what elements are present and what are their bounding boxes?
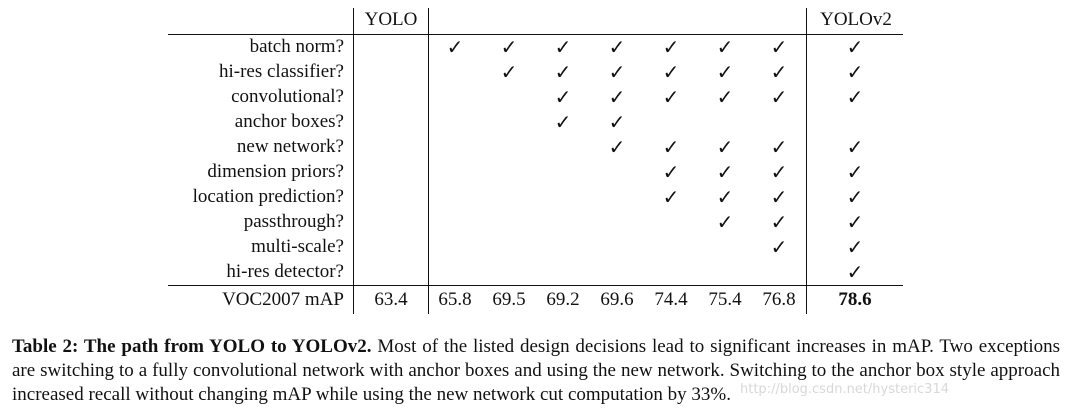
map-value: 69.2 <box>546 289 580 310</box>
check-mark-icon: ✓ <box>662 85 680 109</box>
row-label: location prediction? <box>192 186 344 207</box>
check-mark-icon: ✓ <box>662 35 680 59</box>
map-value: 65.8 <box>438 289 472 310</box>
check-mark-icon: ✓ <box>770 135 788 159</box>
map-value: 69.6 <box>600 289 634 310</box>
map-value: 63.4 <box>374 289 408 310</box>
rule-right-of-yolo <box>428 8 429 314</box>
check-mark-icon: ✓ <box>662 185 680 209</box>
check-mark-icon: ✓ <box>770 35 788 59</box>
check-mark-icon: ✓ <box>846 260 864 284</box>
row-label: hi-res classifier? <box>218 61 344 82</box>
check-mark-icon: ✓ <box>716 35 734 59</box>
map-value: 75.4 <box>708 289 742 310</box>
check-mark-icon: ✓ <box>608 35 626 59</box>
row-label: dimension priors? <box>207 161 344 182</box>
row-label: batch norm? <box>249 36 344 57</box>
map-row-label: VOC2007 mAP <box>222 289 344 310</box>
map-value: 76.8 <box>762 289 796 310</box>
check-mark-icon: ✓ <box>770 85 788 109</box>
check-mark-icon: ✓ <box>554 110 572 134</box>
check-mark-icon: ✓ <box>500 35 518 59</box>
check-mark-icon: ✓ <box>770 185 788 209</box>
check-mark-icon: ✓ <box>846 135 864 159</box>
check-mark-icon: ✓ <box>846 235 864 259</box>
rule-left-of-yolov2 <box>806 8 807 314</box>
row-label: hi-res detector? <box>226 261 344 282</box>
check-mark-icon: ✓ <box>446 35 464 59</box>
check-mark-icon: ✓ <box>846 35 864 59</box>
rule-above-map <box>168 285 903 286</box>
check-mark-icon: ✓ <box>770 160 788 184</box>
check-mark-icon: ✓ <box>554 60 572 84</box>
check-mark-icon: ✓ <box>554 85 572 109</box>
header-yolo: YOLO <box>364 9 418 30</box>
row-label: anchor boxes? <box>234 111 344 132</box>
watermark-text: http://blog.csdn.net/hysteric314 <box>740 382 950 397</box>
check-mark-icon: ✓ <box>716 185 734 209</box>
row-label: multi-scale? <box>251 236 344 257</box>
check-mark-icon: ✓ <box>662 60 680 84</box>
check-mark-icon: ✓ <box>770 60 788 84</box>
check-mark-icon: ✓ <box>608 110 626 134</box>
check-mark-icon: ✓ <box>608 135 626 159</box>
check-mark-icon: ✓ <box>716 160 734 184</box>
check-mark-icon: ✓ <box>500 60 518 84</box>
check-mark-icon: ✓ <box>770 235 788 259</box>
row-label: passthrough? <box>243 211 344 232</box>
check-mark-icon: ✓ <box>846 185 864 209</box>
check-mark-icon: ✓ <box>846 210 864 234</box>
check-mark-icon: ✓ <box>554 35 572 59</box>
map-value: 69.5 <box>492 289 526 310</box>
check-mark-icon: ✓ <box>846 85 864 109</box>
caption-title: Table 2: The path from YOLO to YOLOv2. <box>12 336 372 357</box>
check-mark-icon: ✓ <box>846 60 864 84</box>
map-value: 74.4 <box>654 289 688 310</box>
check-mark-icon: ✓ <box>770 210 788 234</box>
caption-body: Most of the listed design decisions lead to significant increases in mAP. Two exceptions are switching to a fully convolutional network with anchor boxes and using the new network. Switching to the anchor box style approach increased recall without changing mAP while using the new network cut computation by 33%. <box>12 336 1060 405</box>
check-mark-icon: ✓ <box>716 210 734 234</box>
check-mark-icon: ✓ <box>846 160 864 184</box>
check-mark-icon: ✓ <box>716 60 734 84</box>
check-mark-icon: ✓ <box>662 160 680 184</box>
row-label: convolutional? <box>231 86 344 107</box>
check-mark-icon: ✓ <box>716 85 734 109</box>
rule-left-of-yolo <box>353 8 354 314</box>
check-mark-icon: ✓ <box>662 135 680 159</box>
row-label: new network? <box>236 136 344 157</box>
map-value: 78.6 <box>838 289 872 310</box>
check-mark-icon: ✓ <box>608 85 626 109</box>
check-mark-icon: ✓ <box>608 60 626 84</box>
header-yolov2: YOLOv2 <box>820 9 892 30</box>
check-mark-icon: ✓ <box>716 135 734 159</box>
